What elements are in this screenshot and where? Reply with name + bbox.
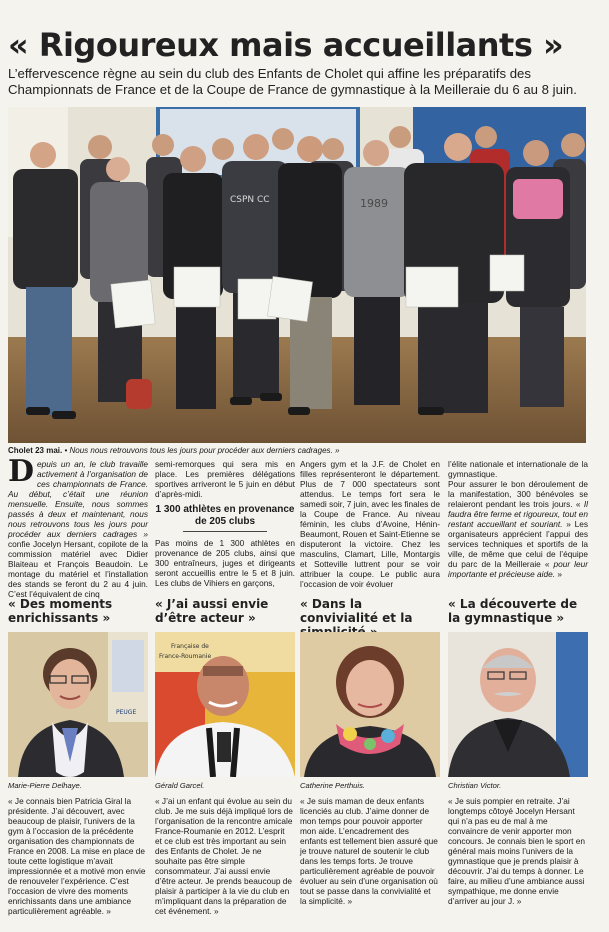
column4-text-1: l’élite nationale et internationale de la gymnastique. xyxy=(448,459,588,479)
column4-quote-2: pour leur importante et précieuse aide. xyxy=(448,559,588,579)
sweater-print-b: 1989 xyxy=(360,197,388,210)
caption-place-date: Cholet 23 mai. xyxy=(8,446,63,455)
article-column-2 xyxy=(155,459,295,588)
lead-paragraph: L’effervescence règne au sein du club des Enfants de Cholet qui affine les préparatifs des Championnats de France et de la Coupe de France de gymnastique à la Meilleraie du 6 au 8 juin. xyxy=(8,66,577,97)
column4-text-3: » Les organisateurs apprécient l’appui des services techniques et sportifs de la ville, de même que celui de l’équipe du parc de la Meilleraie « xyxy=(448,519,589,569)
group-photo xyxy=(8,107,586,443)
portrait-marie-pierre xyxy=(8,632,148,777)
caption-text: • Nous nous retrouvons tous les jours pour procéder aux derniers cadrages. » xyxy=(62,446,340,455)
article-column-4 xyxy=(448,459,588,579)
quote-text-1: « Je connais bien Patricia Giral la présidente. J’ai découvert, avec beaucoup de plaisir, l’univers de la gym à l’occasion de la précédente organisation des championnats de France en 2008. La mise en place de toute cette logistique m’avait impressionnée et a motivé mon envie de renouveler l’expérience. C’est l’occasion de vivre des moments enrichissants dans une ambiance particulièrement agréable. » xyxy=(8,796,146,916)
column2-text-1: semi-remorques qui sera mis en place. Les premières délégations sportives arriveront le 5 juin en début d’après-midi. xyxy=(155,459,295,499)
banner-text-2: France-Roumanie xyxy=(159,653,212,660)
column4-text-2: Pour assurer le bon déroulement de la manifestation, 300 bénévoles se relaieront pendant les trois jours. « xyxy=(448,479,588,509)
banner-text-1: Française de xyxy=(171,643,209,650)
column4-quote-1: Il faudra être ferme et rigoureux, tout en restant accueillant et souriant. xyxy=(448,499,588,529)
portrait-gerald xyxy=(155,632,295,777)
column2-text-2: Pas moins de 1 300 athlètes en provenance de 205 clubs, ainsi que 300 entraîneurs, juges et dirigeants seront accueillis entre le 5 et 8 juin. Les clubs de Vihiers en garçons, xyxy=(155,538,295,588)
column3-text: Angers gym et la J.F. de Cholet en filles représenteront le département. Plus de 7 000 spectateurs sont attendus. Le temps fort sera le samedi soir, 7 juin, avec les finales de la Coupe de France. Au niveau féminin, les clubs d’Avoine, Hénin-Beaumont, Rouen et Saint-Etienne se disputeront la victoire. Chez les masculins, Clamart, Lille, Montargis et Sotteville luttrent pour se voir attribuer la coupe. Le public aura l’occasion de voir évoluer xyxy=(300,459,440,589)
sweater-print-a: CSPN CC xyxy=(230,195,270,205)
column1-intro: epuis un an, le club travaille activement à l’organisation de ces championnats de France. Au début, c’était une réunion mensuelle. Ensuite, nous sommes passés à deux et maintenant, nous nous retrouvons tous les jours pour procéder aux derniers cadrages » xyxy=(8,459,148,539)
peugeot-sign: PEUGE xyxy=(116,709,137,716)
article-column-1 xyxy=(8,454,148,599)
column1-text: confie Jocelyn Hersant, copilote de la commission matériel avec Didier Blaiteau et François Beaudoin. Le montage du matériel et l’installation des stands se feront du 2 au 4 juin. C’est l’équivalent de cinq xyxy=(8,539,148,599)
portrait-name-4: Christian Victor. xyxy=(448,781,502,790)
photo-caption xyxy=(8,446,458,456)
quote-title-1: « Des moments enrichissants » xyxy=(8,597,113,625)
portrait-catherine xyxy=(300,632,440,777)
headline: « Rigoureux mais accueillants » xyxy=(8,26,564,64)
subheading-text: 1 300 athlètes en provenance de 205 clubs xyxy=(155,504,295,527)
subheading-rule xyxy=(183,531,267,532)
quote-text-4: « Je suis pompier en retraite. J’ai longtemps côtoyé Jocelyn Hersant qui n’a pas eu de mal à me convaincre de venir apporter mon concours. Je connais bien le sport en général mais moins l’univers de la gymnastique que je prends plaisir à découvrir. J’ai du temps à donner. Le faire, au milieu d’une ambiance aussi sympathique, me donne envie d’arriver au jour J. » xyxy=(448,796,585,906)
article-subheading xyxy=(155,504,295,532)
portrait-name-2: Gérald Garcel. xyxy=(155,781,205,790)
article-column-3 xyxy=(300,459,440,589)
quote-title-4: « La découverte de la gymnastique » xyxy=(448,597,578,625)
portrait-name-3: Catherine Perthuis. xyxy=(300,781,366,790)
quote-text-3: « Je suis maman de deux enfants licenciés au club. J’aime donner de mon temps pour pouvoir apporter mon aide. L’encadrement des enfants est tellement bien assuré que je trouve naturel de soutenir le club dans les temps forts. Je trouve particulièrement agréable de pouvoir évoluer au sein d’une organisation où tout se passe dans la convivialité et la simplicité. » xyxy=(300,796,438,906)
column4-text-4: » xyxy=(557,569,562,579)
portrait-name-1: Marie-Pierre Delhaye. xyxy=(8,781,82,790)
quote-title-2: « J’ai aussi envie d’être acteur » xyxy=(155,597,269,625)
group-photo-illustration xyxy=(8,107,586,443)
quote-title-3: « Dans la convivialité et la xyxy=(300,597,413,625)
dropcap: D xyxy=(8,454,35,489)
quote-text-2: « J’ai un enfant qui évolue au sein du club. Je me suis déjà impliqué lors de l’organisation de la rencontre amicale France-Roumanie en 2012. L’esprit et ce club est très important au sein des Enfants de Cholet. Je ne souhaite pas être simple consommateur. J’ai aussi envie d’être acteur. Je prends beaucoup de plaisir à participer à la vie du club en m’impliquant dans la préparation de cet événement. » xyxy=(155,796,293,916)
portrait-christian xyxy=(448,632,588,777)
